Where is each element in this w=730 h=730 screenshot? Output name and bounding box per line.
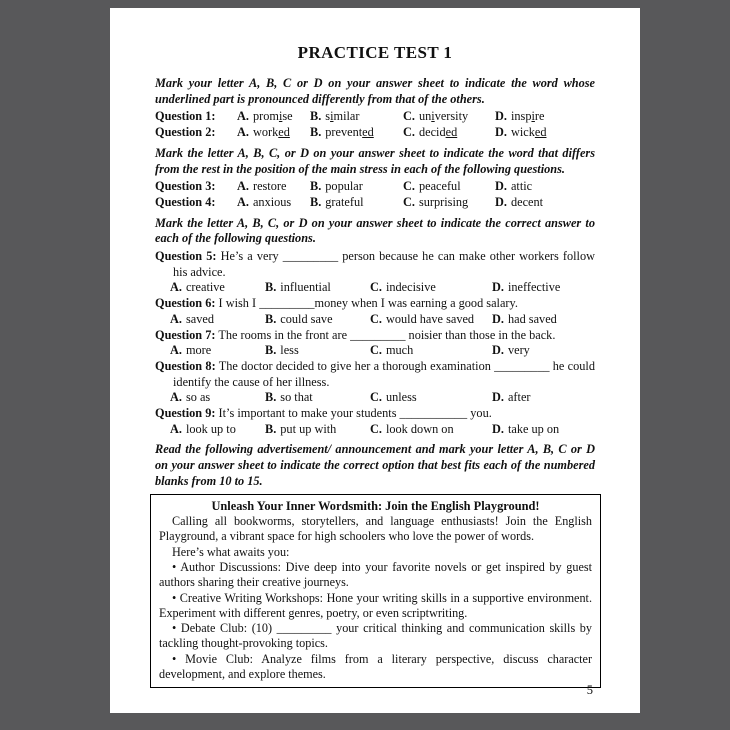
option-text: creative [185,280,225,295]
question-1 [155,109,595,125]
option-letter: A. [237,194,249,209]
text-post: se [282,109,293,124]
option-text: attic [510,179,533,194]
option-text: saved [185,311,214,326]
question-4 [155,195,595,211]
option-text: put up with [280,421,337,436]
option-letter: A. [170,390,182,405]
underlined-part: ed [278,125,290,140]
q7-option-b [265,343,370,359]
option-letter: D. [492,280,504,295]
option-text [325,109,359,123]
underlined-part: i [431,109,435,124]
q4-option-a [237,195,310,211]
option-letter: B. [310,194,322,209]
question-8-label: Question 8: [155,358,216,373]
ad-heading: Unleash Your Inner Wordsmith: Join the English Playground! [211,498,540,513]
text-post: milar [333,109,360,124]
text-pre: s [325,109,331,124]
underlined-part: i [330,109,334,124]
question-1-label: Question 1: [155,109,216,124]
question-9-label: Question 9: [155,406,216,421]
q6-option-c [370,312,492,328]
q2-option-d [495,125,595,141]
q3-option-a [237,179,310,195]
option-text: after [507,390,531,405]
option-letter: C. [403,179,415,194]
option-letter: B. [265,421,277,436]
question-body: It’s important to make your students ___________ you. [218,406,492,421]
option-text: ineffective [507,280,561,295]
option-text: look up to [185,421,236,436]
question-2-label: Question 2: [155,125,216,140]
question-5-label: Question 5: [155,249,217,264]
q2-option-b [310,125,403,141]
q1-option-b [310,109,403,125]
q5-option-b [265,280,370,296]
text-pre: insp [510,109,532,124]
option-letter: A. [170,421,182,436]
q1-option-d [495,109,595,125]
option-letter: A. [170,311,182,326]
question-5-text [155,249,595,280]
question-7-text [155,328,595,344]
underlined-part: i [531,109,535,124]
question-8-text [155,359,595,390]
option-text: surprising [418,194,469,209]
option-letter: C. [370,311,382,326]
q5-option-d [492,280,595,296]
question-9-text [155,406,595,422]
document-page [110,8,640,713]
option-letter: C. [370,390,382,405]
q7-option-c [370,343,492,359]
underlined-part: ed [445,125,458,140]
option-text [419,125,457,139]
question-body: He’s a very _________ person because he can make other workers follow his advice. [173,249,596,279]
question-body: I wish I _________money when I was earning a good salary. [218,296,518,311]
q3-option-c [403,179,495,195]
question-5-options [170,280,595,296]
option-letter: D. [492,343,504,358]
option-letter: B. [265,390,277,405]
option-letter: D. [492,311,504,326]
q4-option-d [495,195,595,211]
ad-paragraph-awaits: Here’s what awaits you: [172,544,290,559]
q2-option-a [237,125,310,141]
option-letter: C. [370,343,382,358]
underlined-part: i [278,109,283,124]
option-text: anxious [252,194,292,209]
underlined-part: ed [362,125,374,140]
option-text [253,125,290,139]
option-letter: D. [492,390,504,405]
option-text: take up on [507,421,560,436]
option-text [325,125,373,139]
instruction-mcq: Mark the letter A, B, C, or D on your answer sheet to indicate the correct answer to each of the following questions. [155,215,595,246]
q1-option-a [237,109,310,125]
advertisement-box [150,494,601,689]
text-pre: work [252,125,279,140]
option-text: very [507,343,530,358]
option-letter: C. [403,194,415,209]
option-text: could save [280,311,333,326]
q7-option-d [492,343,595,359]
instruction-pronunciation: Mark your letter A, B, C or D on your answer sheet to indicate the word whose underlined part is pronounced differently from that of the others. [155,76,595,106]
q8-option-a [170,390,265,406]
page-title: PRACTICE TEST 1 [297,43,453,62]
option-text: restore [252,179,287,194]
option-text: look down on [385,421,454,436]
question-7-label: Question 7: [155,327,216,342]
text-pre: prevent [325,125,363,140]
q8-option-d [492,390,595,406]
text-pre: un [418,109,432,124]
question-3 [155,179,595,195]
q2-option-c [403,125,495,141]
option-letter: B. [265,311,277,326]
q7-option-a [170,343,265,359]
q6-option-a [170,312,265,328]
option-letter: A. [237,179,249,194]
option-text: would have saved [385,311,475,326]
option-letter: D. [495,109,507,124]
text-post: re [534,109,545,124]
q1-option-c [403,109,495,125]
option-letter: C. [403,125,415,140]
option-letter: C. [403,109,415,124]
page-number: 5 [586,683,593,698]
option-letter: A. [237,109,249,124]
text-post: versity [434,109,469,124]
q4-option-c [403,195,495,211]
question-4-label: Question 4: [155,194,216,209]
option-text [419,109,468,123]
option-letter: A. [170,343,182,358]
ad-bullet-debate-club: • Debate Club: (10) _________ your critical thinking and communication skills by tackling thought-provoking topics. [159,621,592,651]
option-letter: B. [310,109,322,124]
question-9-options [170,422,595,438]
q9-option-d [492,422,595,438]
option-text [253,109,293,123]
option-text: so as [185,390,211,405]
option-letter: A. [170,280,182,295]
q9-option-a [170,422,265,438]
q4-option-b [310,195,403,211]
q9-option-b [265,422,370,438]
option-letter: D. [495,125,507,140]
q5-option-a [170,280,265,296]
instruction-stress: Mark the letter A, B, C, or D on your answer sheet to indicate the word that differs from the rest in the position of the main stress in each of the following questions. [155,145,595,176]
ad-paragraph-intro: Calling all bookworms, storytellers, and language enthusiasts! Join the English Playground, a vibrant space for high schoolers who love the power of words. [159,514,592,544]
option-letter: C. [370,421,382,436]
option-text: influential [280,280,331,295]
q6-option-d [492,312,595,328]
question-7-options [170,343,595,359]
option-text [511,109,544,123]
option-letter: D. [495,179,507,194]
ad-bullet-author-discussions: • Author Discussions: Dive deep into your favorite novels or get inspired by guest authors sharing their creative journeys. [159,559,592,590]
option-letter: B. [310,179,322,194]
option-text: unless [385,390,417,405]
option-text: much [385,343,414,358]
option-text: popular [325,179,363,194]
option-letter: B. [265,280,277,295]
question-body: The doctor decided to give her a thorough examination _________ he could identify the cause of her illness. [173,358,595,389]
option-letter: B. [265,343,277,358]
option-text: decent [510,194,544,209]
question-3-label: Question 3: [155,179,216,194]
q5-option-c [370,280,492,296]
text-pre: decid [418,125,446,140]
option-letter: B. [310,125,322,140]
question-2 [155,125,595,141]
q9-option-c [370,422,492,438]
text-pre: prom [252,109,279,124]
option-text: had saved [507,311,557,326]
option-text: indecisive [385,280,436,295]
option-text: grateful [325,194,364,209]
option-text: so that [280,390,313,405]
question-body: The rooms in the front are _________ noisier than those in the back. [218,327,556,342]
q8-option-c [370,390,492,406]
option-text [511,125,547,139]
option-text: peaceful [418,179,461,194]
instruction-cloze: Read the following advertisement/ announcement and mark your letter A, B, C or D on your answer sheet to indicate the correct option that best fits each of the numbered blanks from 10 to 15. [155,442,595,488]
question-6-options [170,312,595,328]
option-letter: A. [237,125,249,140]
q3-option-b [310,179,403,195]
ad-bullet-movie-club: • Movie Club: Analyze films from a literary perspective, discuss character development, and explore themes. [159,651,592,682]
option-text: more [185,343,212,358]
question-6-label: Question 6: [155,296,216,311]
q6-option-b [265,312,370,328]
question-8-options [170,390,595,406]
q8-option-b [265,390,370,406]
question-6-text [155,296,595,312]
text-pre: wick [510,125,535,140]
option-letter: D. [492,421,504,436]
option-letter: C. [370,280,382,295]
option-text: less [280,343,299,358]
option-letter: D. [495,194,507,209]
ad-bullet-creative-writing: • Creative Writing Workshops: Hone your writing skills in a supportive environment. Experiment with different genres, poetry, or even scriptwriting. [159,590,592,620]
q3-option-d [495,179,595,195]
underlined-part: ed [534,125,547,140]
